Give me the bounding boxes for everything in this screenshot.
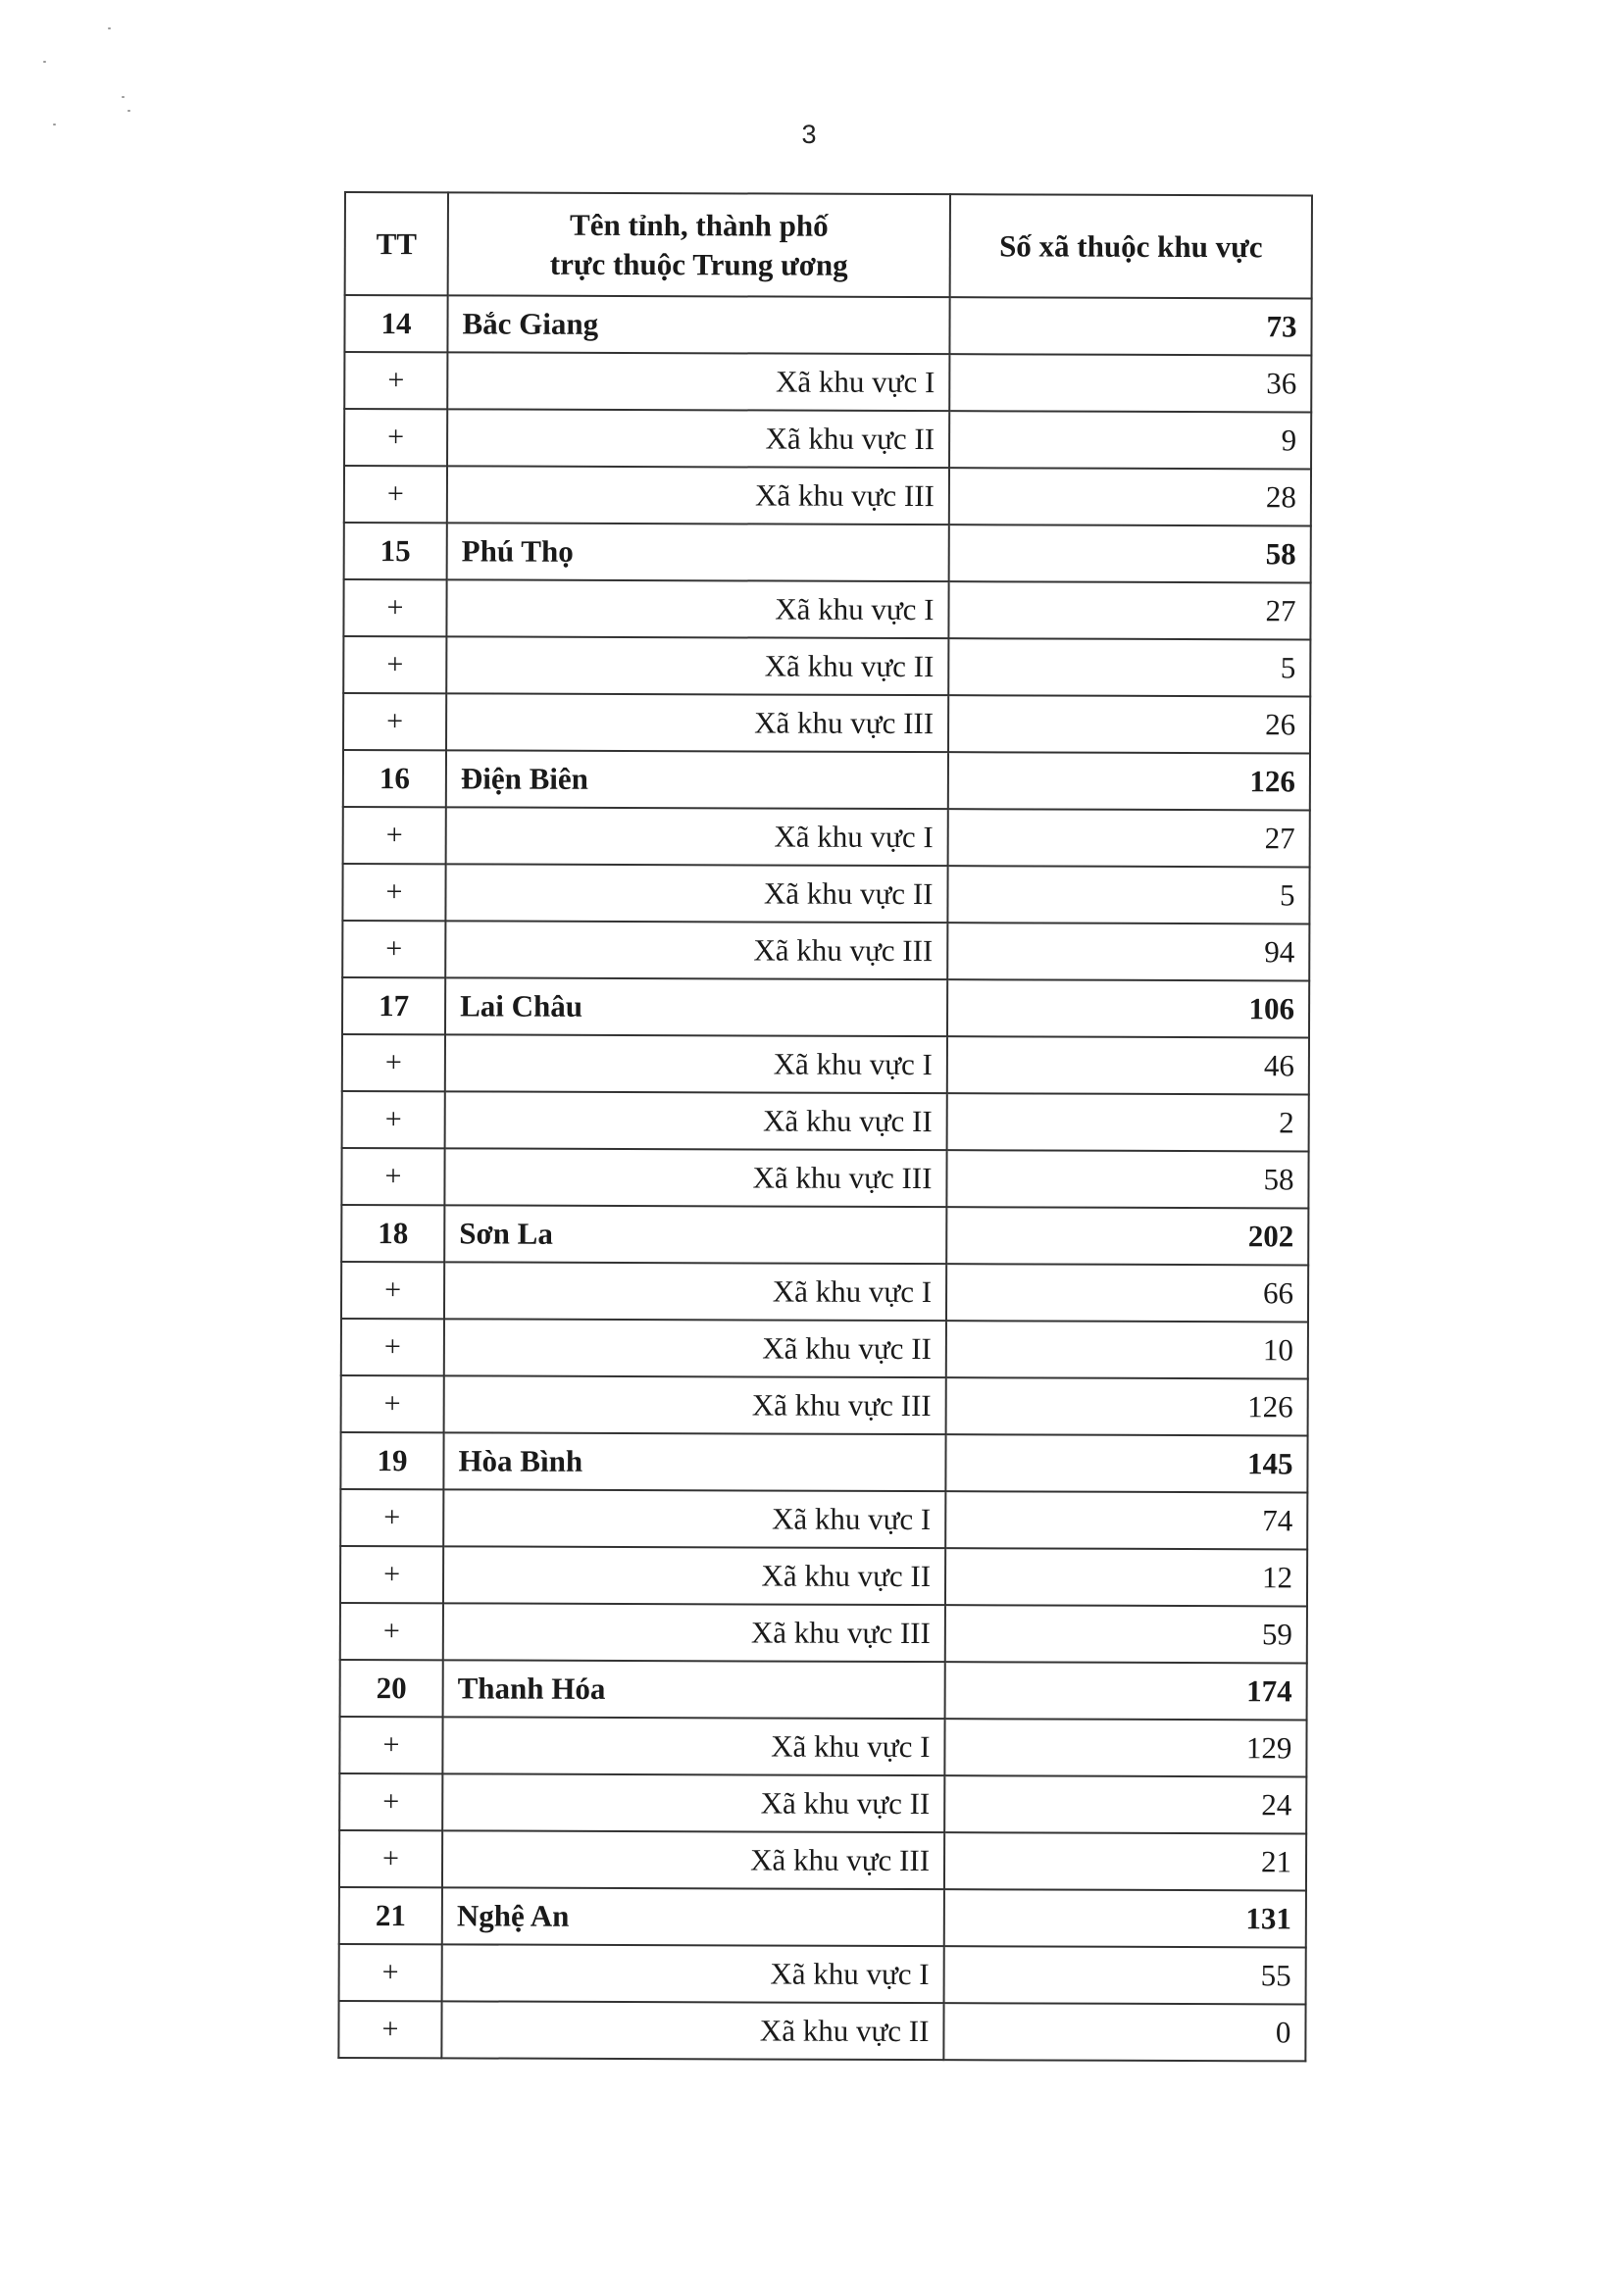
row-index-cell: + <box>339 1830 442 1887</box>
zone-row <box>343 579 1310 639</box>
row-name-cell: Xã khu vực I <box>442 1944 944 2003</box>
row-index-cell: + <box>343 636 446 693</box>
province-row <box>340 1660 1307 1720</box>
province-row <box>342 977 1309 1037</box>
row-count-cell: 58 <box>946 1150 1308 1208</box>
row-index-cell: 19 <box>340 1432 443 1489</box>
header-name-line1: Tên tỉnh, thành phố <box>570 207 829 243</box>
row-index-cell: + <box>339 1773 442 1830</box>
province-row <box>340 1432 1307 1492</box>
zone-row <box>339 1773 1306 1833</box>
row-count-cell: 202 <box>946 1207 1308 1265</box>
row-name-cell: Xã khu vực III <box>444 1375 946 1434</box>
row-index-cell: + <box>340 1546 443 1603</box>
zone-row <box>343 807 1310 867</box>
row-count-cell: 55 <box>944 1946 1306 2004</box>
row-count-cell: 36 <box>949 354 1311 412</box>
row-name-cell: Xã khu vực II <box>443 1546 945 1605</box>
row-name-cell: Hòa Bình <box>443 1432 945 1491</box>
zone-row <box>340 1546 1307 1606</box>
row-index-cell: + <box>342 921 445 977</box>
row-index-cell: + <box>341 1375 444 1432</box>
header-count: Số xã thuộc khu vực <box>950 194 1312 298</box>
row-name-cell: Xã khu vực III <box>445 921 947 979</box>
row-count-cell: 2 <box>947 1093 1309 1151</box>
row-name-cell: Xã khu vực III <box>447 466 949 524</box>
row-name-cell: Xã khu vực II <box>446 636 948 695</box>
row-index-cell: 15 <box>344 523 447 579</box>
province-row <box>344 295 1311 355</box>
zone-row <box>342 921 1309 980</box>
row-count-cell: 26 <box>948 695 1310 753</box>
zone-row <box>341 1148 1308 1208</box>
row-count-cell: 145 <box>945 1434 1307 1492</box>
row-name-cell: Xã khu vực II <box>447 409 949 468</box>
row-count-cell: 94 <box>947 923 1309 980</box>
row-name-cell: Xã khu vực I <box>447 352 949 411</box>
row-index-cell: 16 <box>343 750 446 807</box>
row-index-cell: + <box>340 1603 443 1660</box>
row-index-cell: + <box>338 2001 441 2058</box>
header-name-line2: trực thuộc Trung ương <box>549 246 848 282</box>
row-index-cell: + <box>344 352 447 409</box>
row-name-cell: Xã khu vực I <box>446 579 948 638</box>
row-count-cell: 131 <box>944 1889 1306 1947</box>
row-count-cell: 24 <box>944 1775 1306 1833</box>
row-name-cell: Xã khu vực I <box>443 1489 945 1548</box>
row-count-cell: 10 <box>946 1321 1308 1378</box>
row-name-cell: Thanh Hóa <box>443 1660 945 1719</box>
header-name <box>448 192 950 297</box>
row-name-cell: Xã khu vực I <box>444 1262 946 1321</box>
zone-row <box>341 1375 1308 1435</box>
row-index-cell: 21 <box>339 1887 442 1944</box>
region-table <box>337 191 1313 2062</box>
row-count-cell: 27 <box>948 581 1310 639</box>
row-count-cell: 66 <box>946 1264 1308 1322</box>
row-index-cell: + <box>341 1319 444 1375</box>
zone-row <box>340 1603 1307 1663</box>
row-name-cell: Điện Biên <box>446 750 948 809</box>
zone-row <box>343 636 1310 696</box>
row-count-cell: 58 <box>949 524 1311 582</box>
zone-row <box>339 1944 1306 2004</box>
zone-row <box>344 466 1311 525</box>
row-index-cell: 20 <box>340 1660 443 1717</box>
row-index-cell: + <box>340 1489 443 1546</box>
row-count-cell: 126 <box>946 1377 1308 1435</box>
row-name-cell: Lai Châu <box>445 977 947 1036</box>
row-index-cell: + <box>339 1717 442 1773</box>
province-row <box>344 523 1311 582</box>
row-count-cell: 9 <box>949 411 1311 469</box>
row-count-cell: 46 <box>947 1036 1309 1094</box>
row-name-cell: Xã khu vực III <box>443 1603 945 1662</box>
row-index-cell: + <box>342 1034 445 1091</box>
row-index-cell: + <box>343 693 446 750</box>
header-tt: TT <box>345 192 448 295</box>
row-index-cell: + <box>343 807 446 864</box>
row-count-cell: 59 <box>945 1605 1307 1663</box>
row-name-cell: Sơn La <box>444 1205 946 1264</box>
province-row <box>339 1887 1306 1947</box>
zone-row <box>344 352 1311 412</box>
row-name-cell: Xã khu vực II <box>444 1319 946 1377</box>
row-count-cell: 5 <box>948 638 1310 696</box>
row-name-cell: Xã khu vực III <box>444 1148 946 1207</box>
zone-row <box>343 693 1310 753</box>
row-index-cell: + <box>339 1944 442 2001</box>
row-index-cell: 17 <box>342 977 445 1034</box>
province-row <box>341 1205 1308 1265</box>
row-count-cell: 0 <box>943 2003 1305 2061</box>
zone-row <box>344 409 1311 469</box>
zone-row <box>339 1830 1306 1890</box>
row-index-cell: + <box>341 1148 444 1205</box>
province-row <box>343 750 1310 810</box>
row-count-cell: 73 <box>949 297 1311 355</box>
row-name-cell: Xã khu vực II <box>441 2001 943 2060</box>
row-index-cell: + <box>344 409 447 466</box>
row-name-cell: Xã khu vực III <box>446 693 948 752</box>
row-index-cell: + <box>342 1091 445 1148</box>
row-name-cell: Phú Thọ <box>447 523 949 581</box>
row-count-cell: 106 <box>947 979 1309 1037</box>
zone-row <box>340 1489 1307 1549</box>
zone-row <box>338 2001 1305 2061</box>
row-name-cell: Xã khu vực III <box>442 1830 944 1889</box>
row-index-cell: 18 <box>341 1205 444 1262</box>
row-count-cell: 28 <box>949 468 1311 525</box>
row-name-cell: Xã khu vực I <box>446 807 948 866</box>
row-index-cell: + <box>344 466 447 523</box>
zone-row <box>341 1319 1308 1378</box>
row-name-cell: Bắc Giang <box>447 295 949 354</box>
row-count-cell: 129 <box>944 1719 1306 1776</box>
row-name-cell: Xã khu vực I <box>445 1034 947 1093</box>
zone-row <box>342 1091 1309 1151</box>
table-header-row <box>345 192 1312 298</box>
row-name-cell: Xã khu vực II <box>445 1091 947 1150</box>
row-name-cell: Xã khu vực II <box>445 864 947 923</box>
row-count-cell: 12 <box>945 1548 1307 1606</box>
row-index-cell: + <box>341 1262 444 1319</box>
zone-row <box>339 1717 1306 1776</box>
row-count-cell: 126 <box>948 752 1310 810</box>
row-count-cell: 174 <box>945 1662 1307 1720</box>
zone-row <box>342 864 1309 923</box>
zone-row <box>341 1262 1308 1322</box>
page-number: 3 <box>801 120 817 149</box>
row-name-cell: Xã khu vực I <box>442 1717 944 1775</box>
row-name-cell: Nghệ An <box>442 1887 944 1946</box>
row-count-cell: 74 <box>945 1491 1307 1549</box>
row-name-cell: Xã khu vực II <box>442 1773 944 1832</box>
row-count-cell: 5 <box>947 866 1309 923</box>
zone-row <box>342 1034 1309 1094</box>
row-index-cell: + <box>343 579 446 636</box>
row-index-cell: 14 <box>344 295 447 352</box>
row-index-cell: + <box>342 864 445 921</box>
row-count-cell: 27 <box>948 809 1310 867</box>
table-body <box>338 295 1311 2061</box>
row-count-cell: 21 <box>944 1832 1306 1890</box>
